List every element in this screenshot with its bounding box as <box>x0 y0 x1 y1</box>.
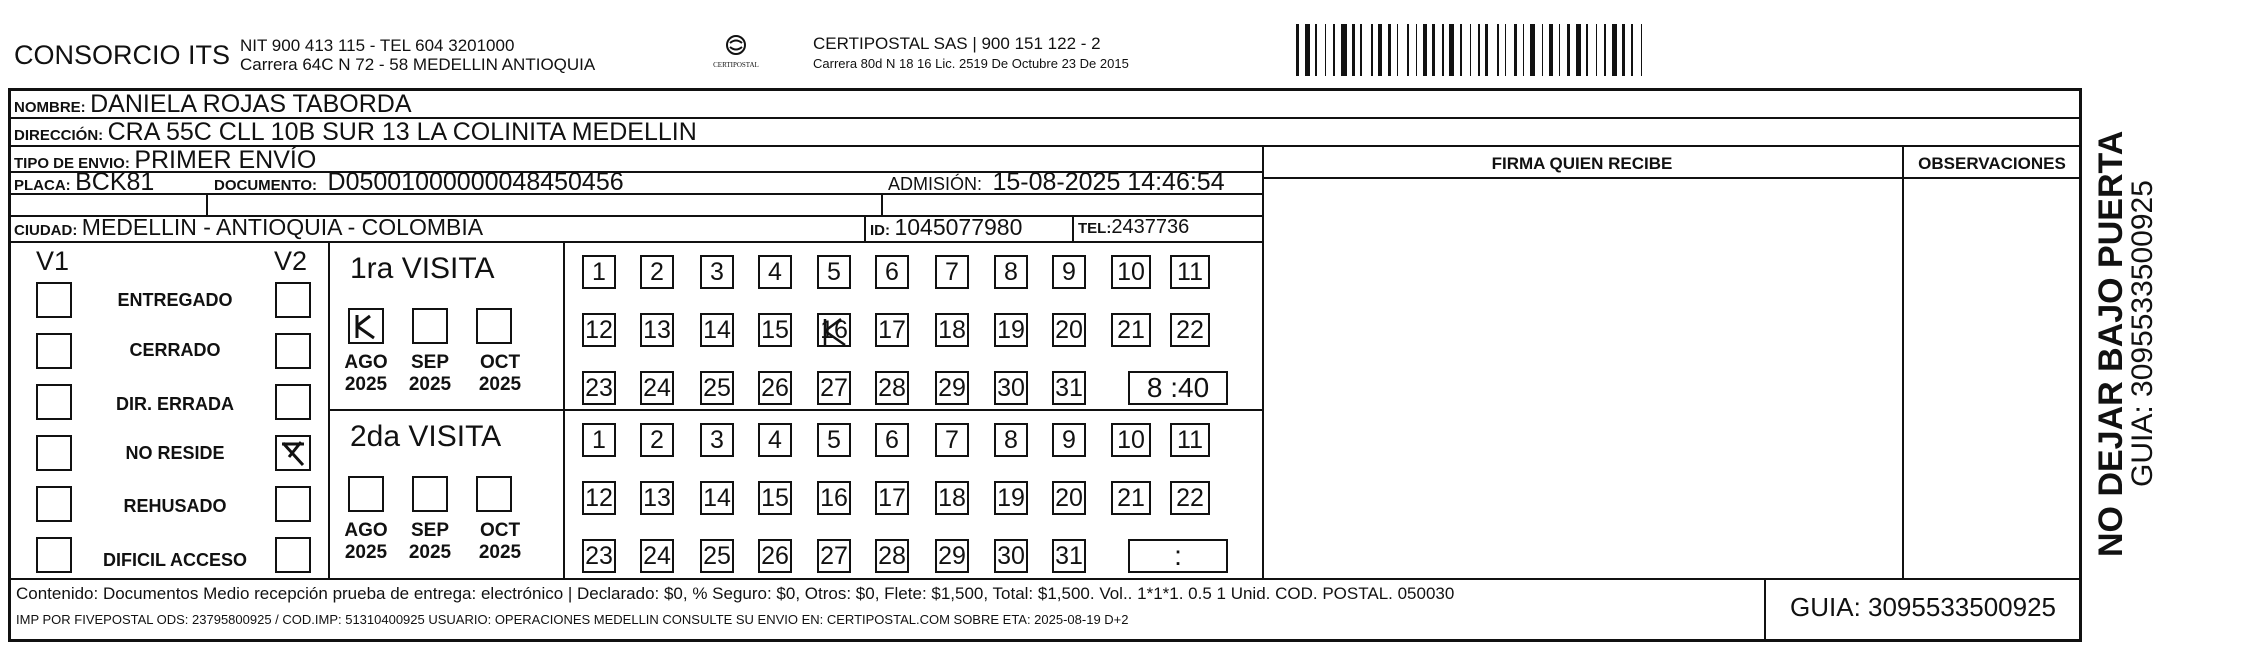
ship-type: PRIMER ENVÍO <box>134 146 317 174</box>
document: D05001000000048450456 <box>327 168 624 196</box>
visit1-month-sep[interactable] <box>412 308 448 344</box>
barcode-bar <box>1423 24 1427 76</box>
barcode-bar <box>1549 24 1553 76</box>
visit2-day-12[interactable]: 12 <box>582 481 616 515</box>
barcode-bar <box>1612 24 1617 76</box>
reason-dir-errada: DIR. ERRADA <box>115 394 234 414</box>
address-label: DIRECCIÓN: <box>14 127 104 144</box>
visit2-day-16[interactable]: 16 <box>817 481 851 515</box>
v2-label: V2 <box>274 246 308 276</box>
visit1-day-30[interactable]: 30 <box>994 371 1028 405</box>
visit2-month-sep[interactable] <box>412 476 448 512</box>
visit1-day-1[interactable]: 1 <box>582 255 616 289</box>
visit2-day-22[interactable]: 22 <box>1170 481 1210 515</box>
visit1-day-2[interactable]: 2 <box>640 255 674 289</box>
visit1-day-20[interactable]: 20 <box>1052 313 1086 347</box>
footer-guia: GUIA: 3095533500925 <box>1790 592 2056 622</box>
reason-rehusado: REHUSADO <box>123 496 227 516</box>
visit1-day-13[interactable]: 13 <box>640 313 674 347</box>
logo-icon <box>723 34 749 56</box>
certipostal-logo <box>706 34 766 74</box>
document-label: DOCUMENTO: <box>214 177 318 194</box>
logo-text: CERTIPOSTAL <box>713 61 759 69</box>
plate-row <box>14 168 154 197</box>
visit2-day-11[interactable]: 11 <box>1170 423 1210 457</box>
v2-checkbox-entregado[interactable] <box>275 282 311 318</box>
visit2-day-21[interactable]: 21 <box>1111 481 1151 515</box>
visit2-day-20[interactable]: 20 <box>1052 481 1086 515</box>
visit1-day-29[interactable]: 29 <box>935 371 969 405</box>
v2-checkbox-no-reside[interactable] <box>275 435 311 471</box>
barcode-bar <box>1470 24 1471 76</box>
visit1-day-25[interactable]: 25 <box>700 371 734 405</box>
visit2-day-23[interactable]: 23 <box>582 539 616 573</box>
visit1-day-16[interactable]: 16 <box>817 313 851 347</box>
visit1-day-27[interactable]: 27 <box>817 371 851 405</box>
visit1-day-7[interactable]: 7 <box>935 255 969 289</box>
visit2-day-13[interactable]: 13 <box>640 481 674 515</box>
barcode <box>1296 24 1926 76</box>
footer-imp: IMP POR FIVEPOSTAL ODS: 23795800925 / COD.IMP: 51310400925 USUARIO: OPERACIONES MEDELLIN CONSULTE SU ENVIO EN: CERTIPOSTAL.COM SOBRE ETA: 2025-08-19 D+2 <box>16 612 1129 627</box>
visit2-day-14[interactable]: 14 <box>700 481 734 515</box>
barcode-bar <box>1478 24 1480 76</box>
barcode-bar <box>1352 24 1355 76</box>
barcode-bar <box>1305 24 1310 76</box>
barcode-bar <box>1586 24 1588 76</box>
handwritten-check-icon <box>277 437 309 469</box>
barcode-bar <box>1442 24 1444 76</box>
nit-line: NIT 900 413 115 - TEL 604 3201000 <box>240 36 515 55</box>
v1-checkbox-dificil-acceso[interactable] <box>36 537 72 573</box>
courier-line: CERTIPOSTAL SAS | 900 151 122 - 2 <box>813 34 1101 53</box>
visit2-month-oct-label: OCT 2025 <box>478 520 522 563</box>
visit2-month-oct[interactable] <box>476 476 512 512</box>
visit2-day-27[interactable]: 27 <box>817 539 851 573</box>
city-label: CIUDAD: <box>14 222 78 239</box>
v1-checkbox-no-reside[interactable] <box>36 435 72 471</box>
visit2-time-field[interactable]: : <box>1128 539 1228 573</box>
visit1-day-15[interactable]: 15 <box>758 313 792 347</box>
visit2-day-1[interactable]: 1 <box>582 423 616 457</box>
visit2-day-5[interactable]: 5 <box>817 423 851 457</box>
barcode-bar <box>1497 24 1499 76</box>
visit1-day-22[interactable]: 22 <box>1170 313 1210 347</box>
visit1-day-9[interactable]: 9 <box>1052 255 1086 289</box>
barcode-bar <box>1596 24 1597 76</box>
observations-area[interactable] <box>1906 180 2078 576</box>
barcode-bar <box>1622 24 1625 76</box>
v1-checkbox-rehusado[interactable] <box>36 486 72 522</box>
admission-cell <box>888 168 1225 197</box>
v1-checkbox-dir-errada[interactable] <box>36 384 72 420</box>
city-row <box>14 214 483 241</box>
visit1-time-field[interactable]: 8 :40 <box>1128 371 1228 405</box>
reason-entregado: ENTREGADO <box>117 290 233 310</box>
barcode-bar <box>1341 24 1347 76</box>
side-warning: NO DEJAR BAJO PUERTA <box>2092 130 2130 557</box>
barcode-bar <box>1567 24 1570 76</box>
barcode-bar <box>1432 24 1435 76</box>
observations-header: OBSERVACIONES <box>1918 154 2066 173</box>
visit1-day-21[interactable]: 21 <box>1111 313 1151 347</box>
barcode-bar <box>1505 24 1506 76</box>
barcode-bar <box>1576 24 1581 76</box>
v1-checkbox-cerrado[interactable] <box>36 333 72 369</box>
barcode-bar <box>1514 24 1517 76</box>
visit1-title: 1ra VISITA <box>350 252 495 285</box>
barcode-bar <box>1604 24 1606 76</box>
visit1-day-23[interactable]: 23 <box>582 371 616 405</box>
barcode-bar <box>1388 24 1391 76</box>
visit1-day-6[interactable]: 6 <box>875 255 909 289</box>
reason-no-reside: NO RESIDE <box>125 443 225 463</box>
barcode-bar <box>1416 24 1417 76</box>
recipient-address: CRA 55C CLL 10B SUR 13 LA COLINITA MEDELLIN <box>107 118 697 146</box>
barcode-bar <box>1333 24 1335 76</box>
visit2-day-9[interactable]: 9 <box>1052 423 1086 457</box>
admission-label: ADMISIÓN: <box>888 174 983 194</box>
signature-header: FIRMA QUIEN RECIBE <box>1491 154 1673 173</box>
signature-area[interactable] <box>1264 180 1900 576</box>
plate: BCK81 <box>75 168 155 196</box>
barcode-bar <box>1542 24 1543 76</box>
visit2-day-10[interactable]: 10 <box>1111 423 1151 457</box>
barcode-bar <box>1407 24 1409 76</box>
v2-checkbox-dificil-acceso[interactable] <box>275 537 311 573</box>
visit2-day-19[interactable]: 19 <box>994 481 1028 515</box>
visit2-day-7[interactable]: 7 <box>935 423 969 457</box>
visit1-day-11[interactable]: 11 <box>1170 255 1210 289</box>
barcode-bar <box>1325 24 1326 76</box>
footer-contents: Contenido: Documentos Medio recepción prueba de entrega: electrónico | Declarado: $0, % Seguro: $0, Otros: $0, Flete: $1,500, Total: $1,500. Vol.. 1*1*1. 0.5 1 Unid. COD. POSTAL. 050030 <box>16 584 1455 603</box>
visit1-month-oct[interactable] <box>476 308 512 344</box>
visit2-day-25[interactable]: 25 <box>700 539 734 573</box>
visit1-day-19[interactable]: 19 <box>994 313 1028 347</box>
barcode-bar <box>1315 24 1317 76</box>
plate-label: PLACA: <box>14 177 71 194</box>
visit2-day-2[interactable]: 2 <box>640 423 674 457</box>
visit1-day-17[interactable]: 17 <box>875 313 909 347</box>
visit1-day-28[interactable]: 28 <box>875 371 909 405</box>
recipient-name: DANIELA ROJAS TABORDA <box>90 90 412 118</box>
admission: 15-08-2025 14:46:54 <box>992 168 1225 196</box>
visit2-month-ago[interactable] <box>348 476 384 512</box>
visit1-day-5[interactable]: 5 <box>817 255 851 289</box>
barcode-bar <box>1449 24 1454 76</box>
visit1-day-14[interactable]: 14 <box>700 313 734 347</box>
ship-type-label: TIPO DE ENVIO: <box>14 155 130 172</box>
name-label: NOMBRE: <box>14 99 86 116</box>
visit2-day-24[interactable]: 24 <box>640 539 674 573</box>
visit1-day-3[interactable]: 3 <box>700 255 734 289</box>
barcode-bar <box>1485 24 1488 76</box>
visit1-month-ago-label: AGO 2025 <box>344 352 388 395</box>
visit2-day-26[interactable]: 26 <box>758 539 792 573</box>
company-name: CONSORCIO ITS <box>14 40 231 70</box>
visit1-month-ago[interactable] <box>348 308 384 344</box>
id-label: ID: <box>870 222 890 239</box>
visit2-day-17[interactable]: 17 <box>875 481 909 515</box>
visit2-month-ago-label: AGO 2025 <box>344 520 388 563</box>
barcode-bar <box>1530 24 1535 76</box>
tel-label: TEL: <box>1078 220 1112 237</box>
barcode-bar <box>1360 24 1362 76</box>
visit2-day-31[interactable]: 31 <box>1052 539 1086 573</box>
visit2-day-4[interactable]: 4 <box>758 423 792 457</box>
id-number: 1045077980 <box>894 214 1023 240</box>
address-row <box>14 118 697 147</box>
visit1-day-26[interactable]: 26 <box>758 371 792 405</box>
barcode-bar <box>1631 24 1633 76</box>
document-cell <box>214 168 624 197</box>
barcode-bar <box>1523 24 1524 76</box>
courier-address: Carrera 80d N 18 16 Lic. 2519 De Octubre 23 De 2015 <box>813 56 1129 71</box>
visit1-day-8[interactable]: 8 <box>994 255 1028 289</box>
visit1-day-31[interactable]: 31 <box>1052 371 1086 405</box>
barcode-bar <box>1559 24 1560 76</box>
v2-checkbox-dir-errada[interactable] <box>275 384 311 420</box>
visit2-day-3[interactable]: 3 <box>700 423 734 457</box>
side-guia: GUIA: 3095533500925 <box>2126 180 2159 487</box>
visit1-day-4[interactable]: 4 <box>758 255 792 289</box>
barcode-bar <box>1397 24 1398 76</box>
visit1-day-12[interactable]: 12 <box>582 313 616 347</box>
barcode-bar <box>1460 24 1462 76</box>
v2-checkbox-rehusado[interactable] <box>275 486 311 522</box>
barcode-bar <box>1371 24 1373 76</box>
v2-checkbox-cerrado[interactable] <box>275 333 311 369</box>
barcode-bar <box>1296 24 1299 76</box>
handwritten-check-icon <box>350 310 382 342</box>
visit2-day-6[interactable]: 6 <box>875 423 909 457</box>
v1-checkbox-entregado[interactable] <box>36 282 72 318</box>
v1-label: V1 <box>36 246 70 276</box>
handwritten-mark-icon <box>819 315 849 345</box>
visit2-month-sep-label: SEP 2025 <box>408 520 452 563</box>
visit2-day-30[interactable]: 30 <box>994 539 1028 573</box>
visit1-day-10[interactable]: 10 <box>1111 255 1151 289</box>
visit1-month-sep-label: SEP 2025 <box>408 352 452 395</box>
visit1-day-18[interactable]: 18 <box>935 313 969 347</box>
visit2-day-8[interactable]: 8 <box>994 423 1028 457</box>
visit1-month-oct-label: OCT 2025 <box>478 352 522 395</box>
tel: 2437736 <box>1111 216 1190 238</box>
company-address: Carrera 64C N 72 - 58 MEDELLIN ANTIOQUIA <box>240 55 596 74</box>
barcode-bar <box>1641 24 1642 76</box>
barcode-bar <box>1378 24 1382 76</box>
name-row <box>14 90 412 119</box>
visit2-day-29[interactable]: 29 <box>935 539 969 573</box>
visit2-day-18[interactable]: 18 <box>935 481 969 515</box>
reason-cerrado: CERRADO <box>129 340 221 360</box>
reason-dificil-acceso: DIFICIL ACCESO <box>102 550 247 570</box>
visit2-title: 2da VISITA <box>350 420 502 453</box>
visit1-day-24[interactable]: 24 <box>640 371 674 405</box>
tel-cell <box>1078 216 1189 239</box>
city: MEDELLIN - ANTIOQUIA - COLOMBIA <box>81 214 484 240</box>
visit2-day-28[interactable]: 28 <box>875 539 909 573</box>
visit2-day-15[interactable]: 15 <box>758 481 792 515</box>
id-cell <box>870 214 1022 241</box>
